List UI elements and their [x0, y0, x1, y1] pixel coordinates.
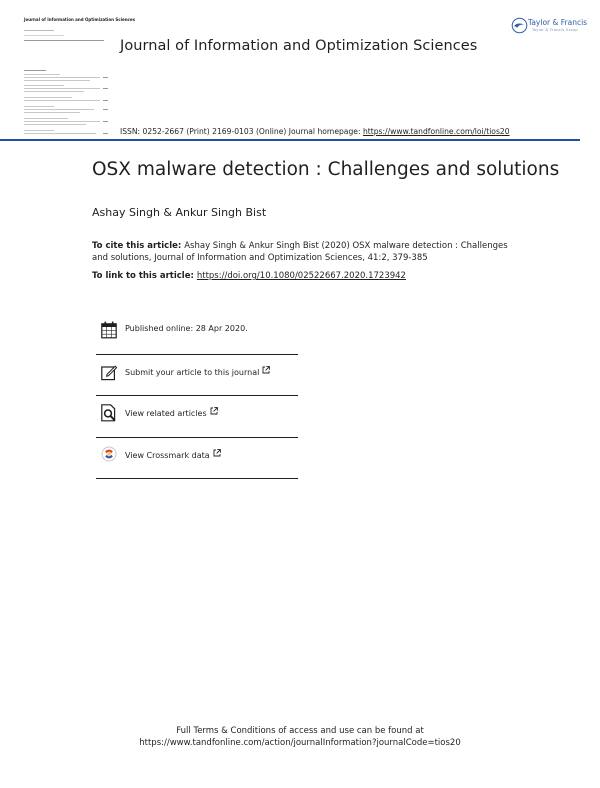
- external-link-icon: [262, 366, 270, 374]
- edit-icon: [101, 363, 117, 381]
- related-articles-row[interactable]: [96, 396, 298, 438]
- published-online-row: [96, 313, 298, 355]
- publisher-logo-name: Taylor & Francis: [528, 18, 588, 27]
- citation-block: [92, 240, 522, 264]
- calendar-icon: [101, 321, 117, 339]
- external-link-icon: [213, 449, 221, 457]
- external-link-icon: [210, 407, 218, 415]
- page-footer: [0, 725, 600, 749]
- publisher-logo-icon: [511, 17, 528, 34]
- article-link-line: [92, 271, 406, 281]
- header-divider: [0, 139, 580, 141]
- submit-article-text: Submit your article to this journal: [125, 367, 260, 377]
- article-link-label: To link to this article:: [92, 271, 197, 281]
- journal-title: Journal of Information and Optimization Sciences: [120, 38, 478, 54]
- publisher-logo-tagline: Taylor & Francis Group: [532, 28, 578, 32]
- crossmark-link[interactable]: [125, 449, 221, 460]
- article-actions-list: [96, 313, 298, 479]
- footer-terms-link[interactable]: https://www.tandfonline.com/action/journalInformation?journalCode=tios20: [139, 738, 461, 748]
- article-title: OSX malware detection : Challenges and solutions: [92, 159, 560, 180]
- journal-header: [0, 0, 600, 142]
- publisher-logo: [509, 15, 588, 39]
- crossmark-icon: [101, 446, 117, 464]
- submit-article-link[interactable]: [125, 366, 270, 377]
- search-document-icon: [101, 404, 117, 422]
- doi-link[interactable]: https://doi.org/10.1080/02522667.2020.1723942: [196, 271, 406, 281]
- related-articles-link[interactable]: [125, 407, 218, 418]
- citation-label: To cite this article:: [92, 241, 185, 251]
- footer-terms-text: Full Terms & Conditions of access and use can be found at: [176, 726, 424, 736]
- cover-title: Journal of Information and Optimization Sciences: [24, 17, 136, 22]
- journal-homepage-link[interactable]: https://www.tandfonline.com/loi/tios20: [362, 127, 510, 136]
- journal-cover-thumbnail[interactable]: [22, 14, 136, 136]
- related-articles-text: View related articles: [125, 409, 207, 418]
- issn-text: ISSN: 0252-2667 (Print) 2169-0103 (Online) Journal homepage:: [120, 127, 363, 136]
- article-authors: Ashay Singh & Ankur Singh Bist: [92, 206, 267, 219]
- published-online-text: Published online: 28 Apr 2020.: [125, 324, 248, 333]
- citation-text: Ashay Singh & Ankur Singh Bist (2020) OSX malware detection : Challenges and solutions, Journal of Information and Optimization Sciences, 41:2, 379-385: [92, 241, 508, 263]
- crossmark-row[interactable]: [96, 438, 298, 480]
- crossmark-text: View Crossmark data: [125, 450, 210, 460]
- submit-article-row[interactable]: [96, 355, 298, 397]
- issn-line: [120, 127, 510, 136]
